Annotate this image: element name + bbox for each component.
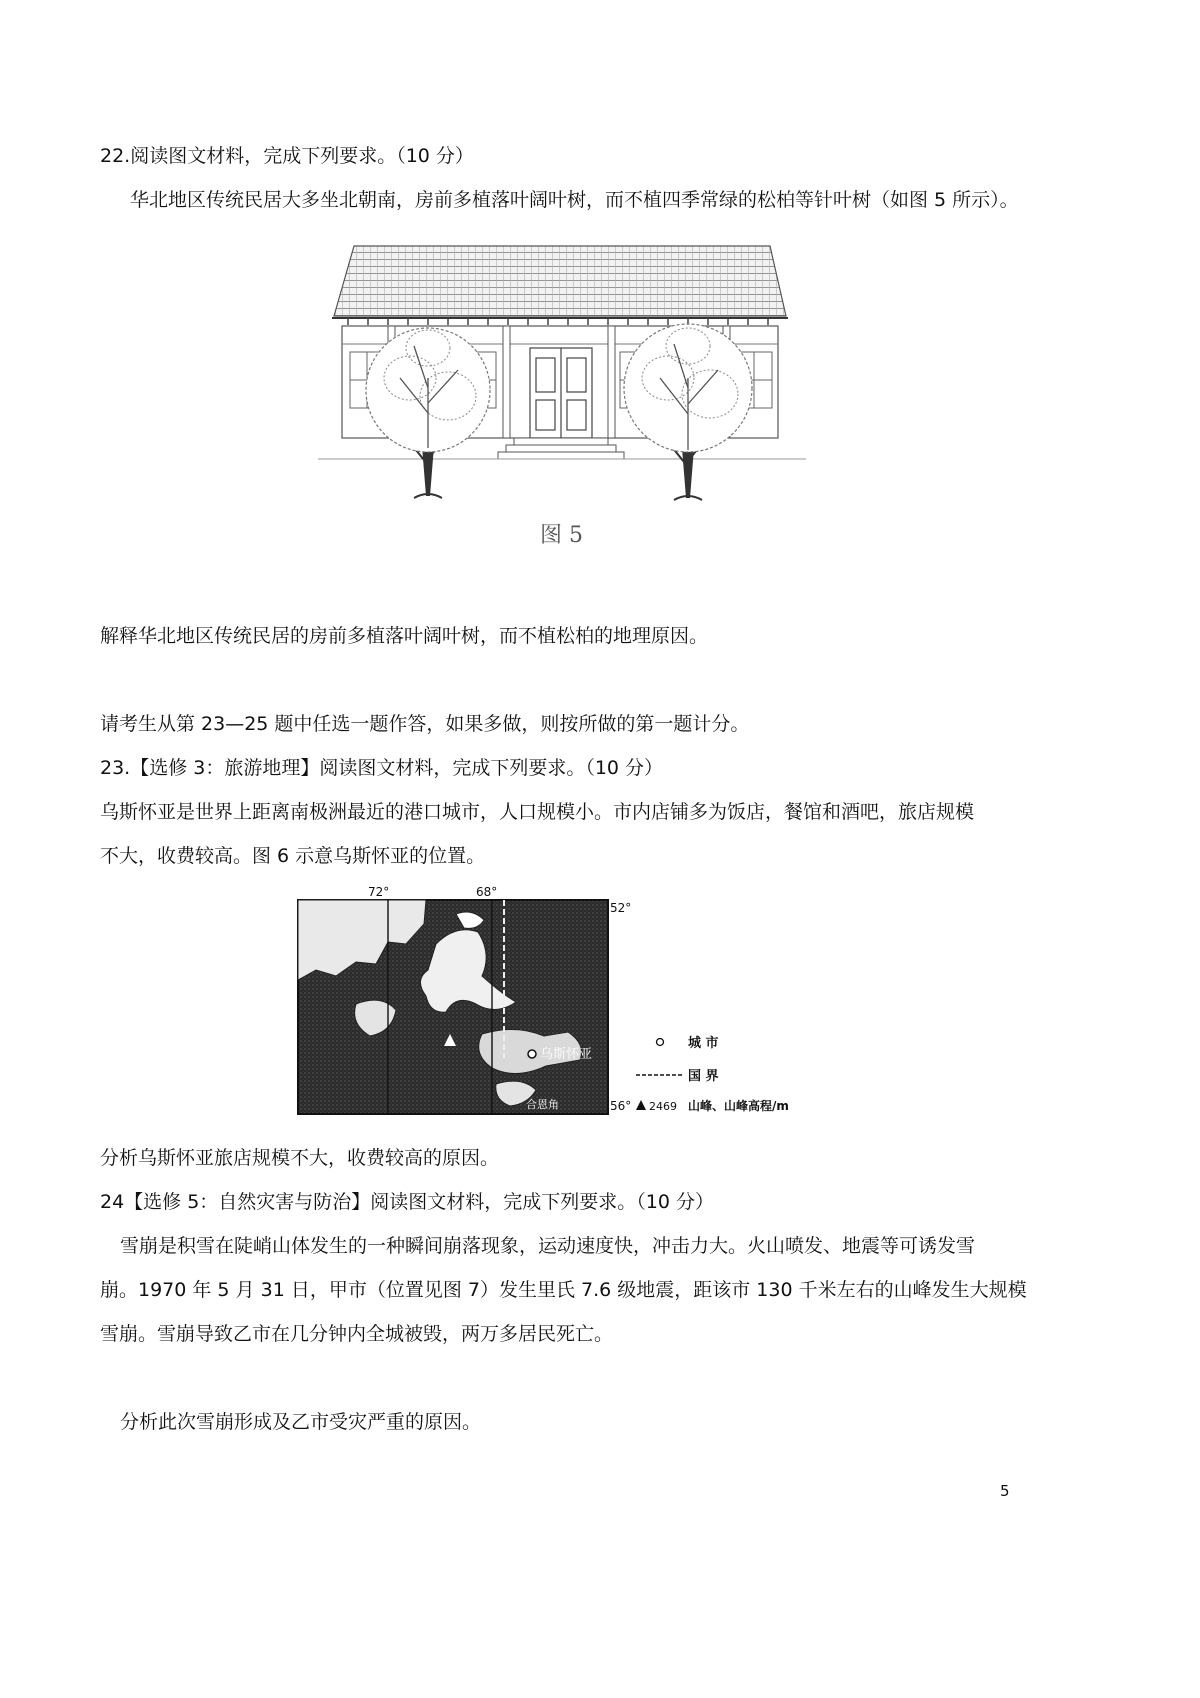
q23-material-line2: 不大，收费较高。图 6 示意乌斯怀亚的位置。 bbox=[100, 845, 486, 867]
q22-title: 22.阅读图文材料，完成下列要求。（10 分） bbox=[100, 145, 474, 167]
ushuaia-city-label: 乌斯怀亚 bbox=[540, 1047, 593, 1062]
legend-city-symbol bbox=[657, 1039, 664, 1046]
q23-material-line1: 乌斯怀亚是世界上距离南极洲最近的港口城市，人口规模小。市内店铺多为饭店，餐馆和酒吧，旅店规模 bbox=[100, 801, 975, 823]
lat-56-label: 56° bbox=[610, 1099, 632, 1113]
q24-title: 24【选修 5：自然灾害与防治】阅读图文材料，完成下列要求。（10 分） bbox=[100, 1191, 715, 1213]
lat-52-label: 52° bbox=[610, 901, 632, 915]
map-legend bbox=[636, 1035, 789, 1113]
q22-question: 解释华北地区传统民居的房前多植落叶阔叶树，而不植松柏的地理原因。 bbox=[100, 625, 709, 647]
lon-68-label: 68° bbox=[476, 885, 498, 899]
lon-72-label: 72° bbox=[368, 885, 390, 899]
figure-5-caption: 图 5 bbox=[540, 523, 583, 548]
q24-material-line1: 雪崩是积雪在陡峭山体发生的一种瞬间崩落现象，运动速度快，冲击力大。火山喷发、地震等可诱发雪 bbox=[120, 1235, 976, 1257]
choice-instruction: 请考生从第 23—25 题中任选一题作答，如果多做，则按所做的第一题计分。 bbox=[100, 713, 750, 735]
q24-material-line3: 雪崩。雪崩导致乙市在几分钟内全城被毁，两万多居民死亡。 bbox=[100, 1323, 614, 1345]
right-tree bbox=[624, 324, 752, 500]
q23-title: 23.【选修 3：旅游地理】阅读图文材料，完成下列要求。（10 分） bbox=[100, 757, 664, 779]
house-illustration bbox=[318, 228, 806, 518]
legend-city-label: 城 市 bbox=[688, 1036, 719, 1051]
legend-border-label: 国 界 bbox=[688, 1069, 719, 1084]
page-number: 5 bbox=[1000, 1482, 1010, 1500]
q24-question: 分析此次雪崩形成及乙市受灾严重的原因。 bbox=[120, 1411, 482, 1433]
cape-horn-label: 合恩角 bbox=[526, 1098, 559, 1111]
ushuaia-map bbox=[296, 884, 812, 1120]
q23-question: 分析乌斯怀亚旅店规模不大，收费较高的原因。 bbox=[100, 1147, 500, 1169]
q24-material-line2: 崩。1970 年 5 月 31 日，甲市（位置见图 7）发生里氏 7.6 级地震，距该市 130 千米左右的山峰发生大规模 bbox=[100, 1279, 1027, 1301]
left-tree bbox=[366, 328, 490, 498]
legend-peak-symbol bbox=[636, 1100, 646, 1110]
q22-material: 华北地区传统民居大多坐北朝南，房前多植落叶阔叶树，而不植四季常绿的松柏等针叶树（如图 5 所示）。 bbox=[130, 189, 1019, 211]
legend-peak-label: 山峰、山峰高程/m bbox=[688, 1099, 789, 1113]
legend-peak-value: 2469 bbox=[649, 1100, 677, 1113]
